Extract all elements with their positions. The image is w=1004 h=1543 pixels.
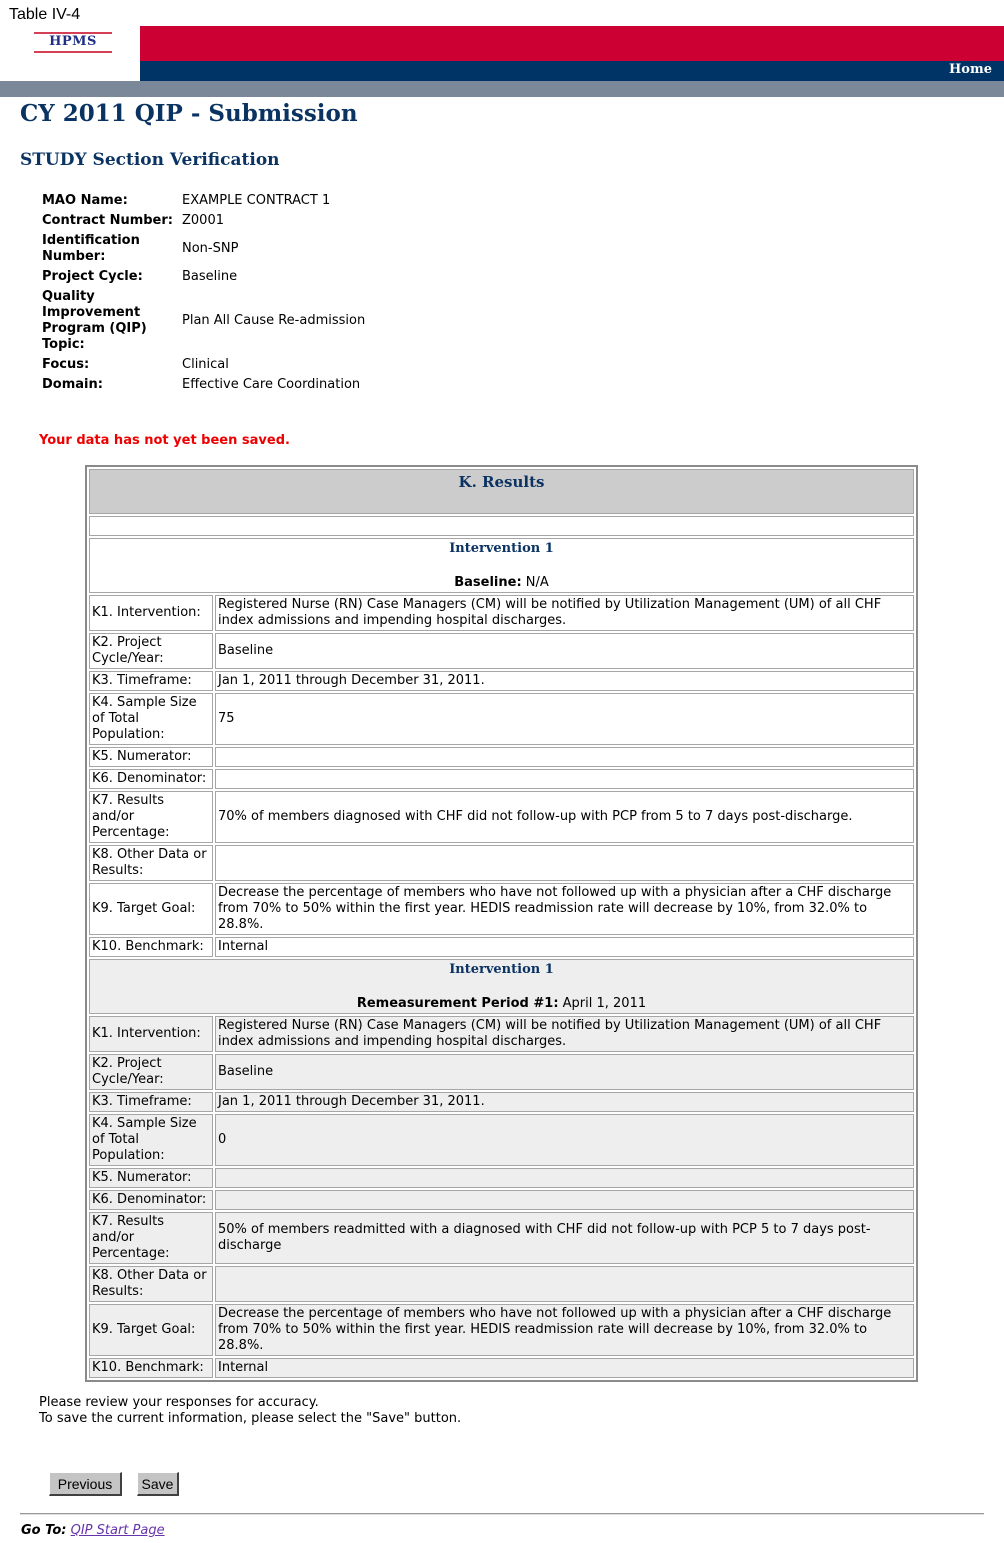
result-value: Registered Nurse (RN) Case Managers (CM) will be notified by Utilization Management (UM) of all CHF index admissions and impending hospital discharges. [215,595,914,631]
result-row [89,693,914,745]
result-value: Jan 1, 2011 through December 31, 2011. [215,1092,914,1112]
result-row [89,671,914,691]
result-value: Baseline [215,1054,914,1090]
section-title: STUDY Section Verification [20,150,280,170]
result-label: K5. Numerator: [89,747,213,767]
info-label: MAO Name: [42,193,128,208]
info-value: Non-SNP [182,241,239,256]
result-row [89,1358,914,1378]
result-label: K2. Project Cycle/Year: [89,633,213,669]
result-label: K8. Other Data or Results: [89,845,213,881]
info-label: Project Cycle: [42,269,143,284]
intervention-title: Intervention 1 [449,962,554,977]
info-value: Plan All Cause Re-admission [182,313,366,328]
period-label: Remeasurement Period #1: [356,996,559,1011]
result-label: K6. Denominator: [89,1190,213,1210]
result-label: K1. Intervention: [89,595,213,631]
results-heading: K. Results [89,469,914,514]
result-row [89,1016,914,1052]
info-row [40,375,367,395]
period-value: N/A [525,575,549,590]
qip-start-page-link[interactable]: QIP Start Page [70,1523,165,1538]
result-value [215,1266,914,1302]
result-label: K7. Results and/or Percentage: [89,791,213,843]
result-value [215,1190,914,1210]
result-label: K3. Timeframe: [89,671,213,691]
result-label: K5. Numerator: [89,1168,213,1188]
results-table [85,465,918,1382]
info-value: Effective Care Coordination [182,377,361,392]
result-row [89,791,914,843]
footer-divider [20,1513,984,1515]
result-value: Registered Nurse (RN) Case Managers (CM) will be notified by Utilization Management (UM) of all CHF index admissions and impending hospital discharges. [215,1016,914,1052]
info-value: Clinical [182,357,229,372]
result-label: K1. Intervention: [89,1016,213,1052]
result-row [89,883,914,935]
save-button[interactable]: Save [137,1472,179,1496]
result-row [89,633,914,669]
period-label: Baseline: [454,575,522,590]
info-value: EXAMPLE CONTRACT 1 [182,193,331,208]
info-value: Baseline [182,269,238,284]
result-value: Decrease the percentage of members who have not followed up with a physician after a CHF discharge from 70% to 50% within the first year. HEDIS readmission rate will decrease by 10%, from 32.0% to 28.8%. [215,1304,914,1356]
result-row [89,1212,914,1264]
result-label: K8. Other Data or Results: [89,1266,213,1302]
result-value: Internal [215,1358,914,1378]
intervention-header [89,538,914,593]
result-row [89,747,914,767]
hpms-logo [34,32,112,54]
home-link[interactable]: Home [949,62,992,77]
result-value [215,769,914,789]
info-row [40,267,367,287]
result-label: K2. Project Cycle/Year: [89,1054,213,1090]
result-value [215,845,914,881]
header-grey-band [0,81,1004,97]
result-row [89,1304,914,1356]
result-row [89,1114,914,1166]
info-row [40,191,367,211]
info-label: Domain: [42,377,103,392]
header-navy-band [140,61,1004,81]
result-value: Internal [215,937,914,957]
result-label: K9. Target Goal: [89,883,213,935]
period-value: April 1, 2011 [562,996,647,1011]
result-label: K4. Sample Size of Total Population: [89,693,213,745]
result-value: Jan 1, 2011 through December 31, 2011. [215,671,914,691]
result-value [215,747,914,767]
intervention-header [89,959,914,1014]
result-row [89,1168,914,1188]
result-row [89,1190,914,1210]
page-title: CY 2011 QIP - Submission [20,100,358,127]
review-line: Please review your responses for accuracy. [39,1395,319,1410]
result-row [89,595,914,631]
info-row [40,231,367,267]
info-label: Quality Improvement Program (QIP) Topic: [42,289,147,352]
result-value: Decrease the percentage of members who have not followed up with a physician after a CHF discharge from 70% to 50% within the first year. HEDIS readmission rate will decrease by 10%, from 32.0% to 28.8%. [215,883,914,935]
results-spacer [89,516,914,536]
info-label: Focus: [42,357,90,372]
table-caption: Table IV-4 [9,6,81,23]
intervention-title: Intervention 1 [449,541,554,556]
result-value: Baseline [215,633,914,669]
goto-footer [21,1523,165,1538]
result-value: 70% of members diagnosed with CHF did not follow-up with PCP from 5 to 7 days post-discharge. [215,791,914,843]
info-row [40,355,367,375]
result-row [89,1054,914,1090]
info-label: Identification Number: [42,233,140,264]
logo-bar-bottom [34,51,112,53]
result-label: K6. Denominator: [89,769,213,789]
result-label: K3. Timeframe: [89,1092,213,1112]
result-row [89,769,914,789]
review-instructions [39,1395,461,1427]
result-row [89,937,914,957]
contract-info-table [40,191,367,395]
info-row [40,287,367,355]
result-row [89,845,914,881]
review-line: To save the current information, please select the "Save" button. [39,1411,462,1426]
info-value: Z0001 [182,213,224,228]
info-label: Contract Number: [42,213,173,228]
header-red-band [140,26,1004,61]
result-label: K10. Benchmark: [89,937,213,957]
previous-button[interactable]: Previous [49,1472,122,1496]
goto-label: Go To: [21,1523,67,1538]
info-row [40,211,367,231]
result-value: 75 [215,693,914,745]
logo-text: HPMS [49,34,97,49]
result-value [215,1168,914,1188]
result-value: 50% of members readmitted with a diagnosed with CHF did not follow-up with PCP 5 to 7 days post-discharge [215,1212,914,1264]
result-label: K9. Target Goal: [89,1304,213,1356]
result-label: K7. Results and/or Percentage: [89,1212,213,1264]
result-label: K4. Sample Size of Total Population: [89,1114,213,1166]
result-value: 0 [215,1114,914,1166]
result-row [89,1092,914,1112]
result-row [89,1266,914,1302]
unsaved-warning: Your data has not yet been saved. [39,433,290,448]
result-label: K10. Benchmark: [89,1358,213,1378]
